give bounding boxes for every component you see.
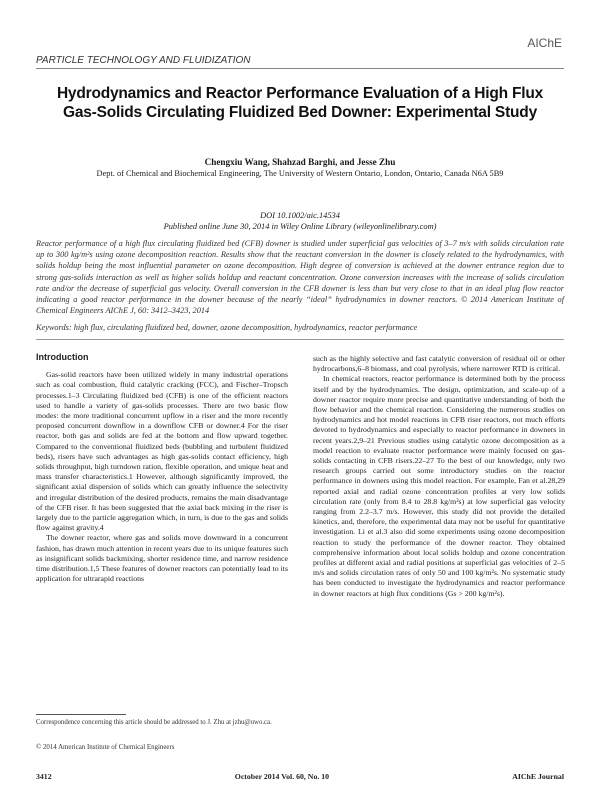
left-column xyxy=(36,352,288,584)
body-paragraph: such as the highly selective and fast catalytic conversion of residual oil or other hydrocarbons,6–8 biomass, and coal pyrolysis, where narrower RTD is critical. xyxy=(313,354,565,374)
abstract: Reactor performance of a high flux circulating fluidized bed (CFB) downer is studied under superficial gas velocities of 3–7 m/s with solids circulation rate up to 300 kg/m²s using ozone decomposition reaction. Results show that the reactant conversion in the downer is closely related to the hydrodynamics, with solids holdup being the most influential parameter on ozone decomposition. High degree of conversion is achieved at the downer entrance region due to strong gas-solids interaction as well as higher solids holdup and reactant concentration. Ozone conversion increases with the increase of solids circulation rate and/or the decrease of superficial gas velocity. Overall conversion in the CFB downer is less than but very close to that in an ideal plug flow reactor indicating a good reactor performance in the downer because of the nearly “ideal” hydrodynamics in downer reactors. © 2014 American Institute of Chemical Engineers AIChE J, 60: 3412–3423, 2014 xyxy=(36,239,564,316)
page-footer xyxy=(36,772,564,781)
page-number: 3412 xyxy=(36,772,52,781)
right-column xyxy=(313,354,565,599)
header-divider xyxy=(36,68,564,69)
abstract-divider xyxy=(36,339,564,340)
issue-info: October 2014 Vol. 60, No. 10 xyxy=(234,772,330,781)
publication-info xyxy=(36,210,564,232)
body-paragraph: The downer reactor, where gas and solids move downward in a concurrent fashion, has drawn much attention in recent years due to its unique features such as insignificant solids backmixing, shorter residence time, and narrow residence time distribution.1,5 These features of downer reactors can potentially lead to its application for ultrarapid reactions xyxy=(36,533,288,584)
introduction-heading: Introduction xyxy=(36,352,89,362)
article-title: Hydrodynamics and Reactor Performance Evaluation of a High Flux Gas-Solids Circulating Fluidized Bed Downer: Experimental Study xyxy=(56,85,544,121)
body-paragraph: In chemical reactors, reactor performance is determined both by the process itself and by the hydrodynamics. The design, optimization, and scale-up of a downer reactor require more precise and quantitative understanding of both the flow behavior and the chemical reaction. Considering the numerous studies on hydrodynamics and hot model reactions in CFB riser reactors, not much efforts devoted to hydrodynamics and especially to reactor performance in downers in recent years.2,9–21 Previous studies using catalytic ozone decomposition as a model reaction to evaluate reactor performance were mainly focused on gas-solids contacting in CFB risers.22–27 To the best of our knowledge, only two research groups carried out some introductory studies on the reactor performance in downers using this model reaction. For example, Fan et al.28,29 reported axial and radial ozone concentration profiles at very low solids circulation rate (only from 8.4 to 28.8 kg/m²s) at low superficial gas velocity ranging from 2.2–3.7 m/s. However, this study did not provide the detailed kinetics, and, therefore, the experimental data may not be useful for quantitative investigation. Li et al.3 also did some experiments using ozone decomposition reaction to study the performance of the downer reactor. They obtained comprehensive information about local solids holdup and ozone concentration profiles at different axial and radial positions at superficial gas velocities of 2–5 m/s and solids circulation rates of only 50 and 100 kg/m²s. No systematic study has been conducted to investigate the hydrodynamics and reactor performance in downer reactors at high flux conditions (Gs > 200 kg/m²s). xyxy=(313,374,565,598)
correspondence-footnote: Correspondence concerning this article should be addressed to J. Zhu at jzhu@uwo.ca. xyxy=(36,719,272,726)
author-affiliation: Dept. of Chemical and Biochemical Engineering, The University of Western Ontario, London, Ontario, Canada N6A 5B9 xyxy=(96,169,504,178)
keywords: Keywords: high flux, circulating fluidized bed, downer, ozone decomposition, hydrodynamics, reactor performance xyxy=(36,323,418,332)
published-line: Published online June 30, 2014 in Wiley Online Library (wileyonlinelibrary.com) xyxy=(163,222,437,231)
footnote-divider xyxy=(36,714,126,715)
journal-name: AIChE Journal xyxy=(512,772,564,781)
body-paragraph: Gas-solid reactors have been utilized widely in many industrial operations such as coal combustion, fluid catalytic cracking (FCC), and Fischer–Tropsch processes.1–3 Circulating fluidized bed (CFB) is one of the efficient reactors used to handle a variety of gas-solids processes. There are two basic flow modes: the more traditional concurrent upflow in a riser and the more recently proposed concurrent downflow in a downflow CFB or downer.4 For the riser reactor, both gas and solids are fed at the bottom and flow upward together. Compared to the conventional fluidized beds (bubbling and turbulent fluidized beds), risers have such advantages as high gas-solids contact efficiency, high solids throughput, high turndown ration, flexible operation, and unique heat and mass transfer characteristics.1 However, although significantly improved, the significant axial dispersion of solids which can greatly influence the selectivity and irregular distribution of the desired products, remains the main disadvantage of the CFB riser. It has been suggested that the axial back mixing in the riser is largely due to the particle aggregation which, in turn, is due to the gas and solids flow against gravity.4 xyxy=(36,370,288,533)
doi-line[interactable]: DOI 10.1002/aic.14534 xyxy=(260,211,340,220)
journal-logo: AIChE xyxy=(527,36,562,50)
section-label: PARTICLE TECHNOLOGY AND FLUIDIZATION xyxy=(36,55,251,66)
author-list: Chengxiu Wang, Shahzad Barghi, and Jesse Zhu xyxy=(204,157,396,167)
copyright-notice: © 2014 American Institute of Chemical Engineers xyxy=(36,744,175,751)
